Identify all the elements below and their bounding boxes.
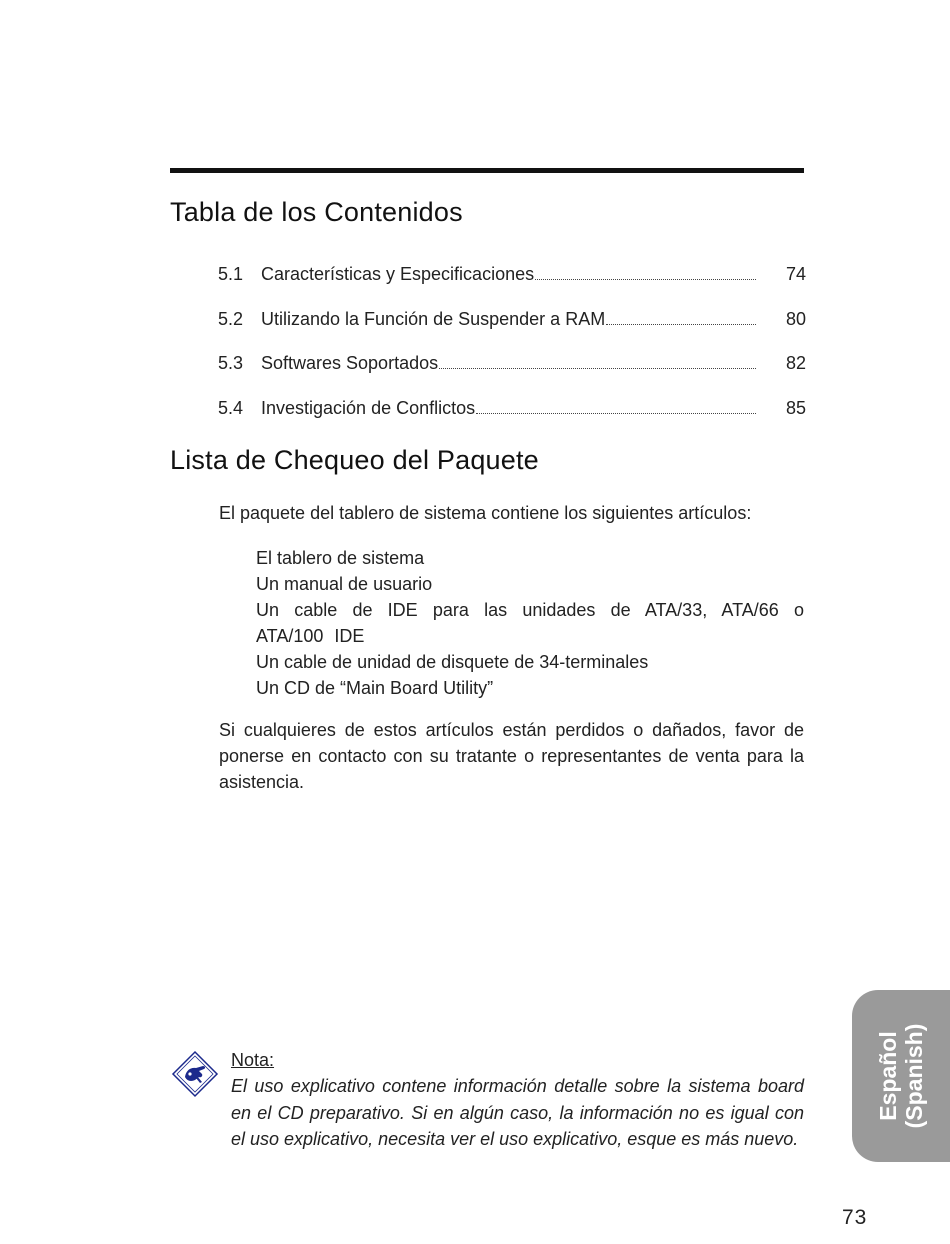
toc-entry-page: 74 bbox=[785, 264, 806, 284]
language-tab-line1: Español bbox=[875, 1031, 901, 1121]
toc-entry-page: 82 bbox=[785, 353, 806, 373]
toc-entry-number: 5.4 bbox=[218, 397, 244, 418]
toc-entry[interactable] bbox=[218, 309, 806, 354]
top-rule bbox=[170, 168, 804, 173]
package-item: El tablero de sistema bbox=[256, 548, 425, 568]
toc-entry-title: Utilizando la Función de Suspender a RAM bbox=[261, 308, 606, 329]
table-of-contents bbox=[218, 264, 806, 442]
toc-entry-number: 5.1 bbox=[218, 264, 244, 284]
note-label: Nota: bbox=[231, 1050, 275, 1070]
toc-entry-page: 80 bbox=[785, 308, 806, 329]
toc-entry-page: 85 bbox=[785, 397, 806, 418]
language-tab bbox=[852, 990, 950, 1162]
language-tab-text bbox=[875, 1024, 927, 1129]
toc-entry-number: 5.2 bbox=[218, 308, 244, 329]
toc-leader-dots bbox=[535, 278, 756, 280]
page-number: 73 bbox=[842, 1206, 868, 1229]
toc-leader-dots bbox=[606, 323, 756, 325]
checklist-heading: Lista de Chequeo del Paquete bbox=[170, 445, 539, 475]
toc-entry-number: 5.3 bbox=[218, 353, 244, 373]
contents-heading: Tabla de los Contenidos bbox=[170, 197, 463, 227]
package-item: Un manual de usuario bbox=[256, 574, 433, 594]
package-item: Un cable de IDE para las unidades de ATA/33, ATA/66 o ATA/100 IDE bbox=[256, 600, 804, 646]
toc-entry[interactable] bbox=[218, 353, 806, 398]
package-item: Un CD de “Main Board Utility” bbox=[256, 678, 494, 698]
toc-leader-dots bbox=[476, 412, 756, 414]
toc-leader-dots bbox=[439, 367, 756, 369]
note-hand-diamond-icon bbox=[171, 1050, 219, 1098]
toc-entry[interactable] bbox=[218, 398, 806, 443]
checklist-intro: El paquete del tablero de sistema contiene los siguientes artículos: bbox=[219, 503, 752, 523]
language-tab-line2: (Spanish) bbox=[901, 1023, 927, 1129]
note-text: El uso explicativo contene información detalle sobre la sistema board en el CD preparativo. Si en algún caso, la información no es igual con el uso explicativo, necesita ver el uso explicativo, esque es más nuevo. bbox=[231, 1076, 804, 1149]
package-items-list bbox=[256, 545, 804, 701]
package-item: Un cable de unidad de disquete de 34-terminales bbox=[256, 652, 649, 672]
toc-entry-title: Softwares Soportados bbox=[261, 353, 439, 373]
toc-entry-title: Investigación de Conflictos bbox=[261, 397, 476, 418]
toc-entry-title: Características y Especificaciones bbox=[261, 264, 535, 284]
toc-entry[interactable] bbox=[218, 264, 806, 309]
checklist-closing: Si cualquieres de estos artículos están perdidos o dañados, favor de ponerse en contacto con su tratante o representantes de venta para la asistencia. bbox=[219, 720, 804, 792]
